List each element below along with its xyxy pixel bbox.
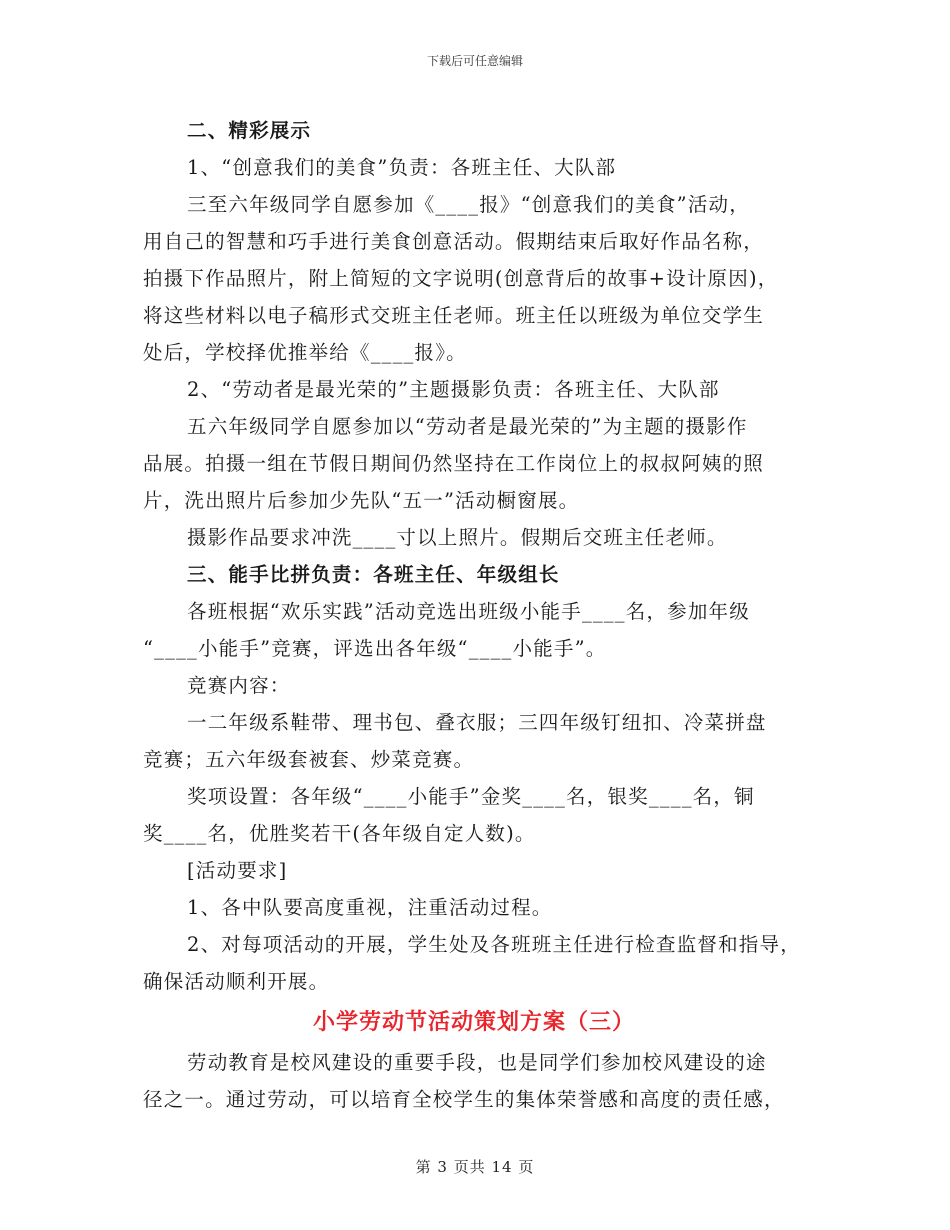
section-title: 小学劳动节活动策划方案（三） (312, 1009, 635, 1035)
paragraph-line: “____小能手”竞赛，评选出各年级“____小能手”。 (143, 637, 607, 660)
paragraph-line: 1、“创意我们的美食”负责：各班主任、大队部 (187, 156, 617, 179)
paragraph-line: 奖项设置：各年级“____小能手”金奖____名，银奖____名，铜 (187, 785, 755, 808)
paragraph-line: 奖____名，优胜奖若干(各年级自定人数)。 (143, 822, 536, 845)
paragraph-line: 一二年级系鞋带、理书包、叠衣服；三四年级钉纽扣、冷菜拼盘 (187, 711, 767, 734)
paragraph-line: 1、各中队要高度重视，注重活动过程。 (187, 896, 553, 919)
paragraph-line: 将这些材料以电子稿形式交班主任老师。班主任以班级为单位交学生 (143, 304, 765, 327)
paragraph-line: 用自己的智慧和巧手进行美食创意活动。假期结束后取好作品名称， (143, 230, 765, 253)
paragraph-line: 三至六年级同学自愿参加《____报》“创意我们的美食”活动， (187, 193, 750, 216)
paragraph-line: 品展。拍摄一组在节假日期间仍然坚持在工作岗位上的叔叔阿姨的照 (143, 452, 765, 475)
paragraph-line: 2、“劳动者是最光荣的”主题摄影负责：各班主任、大队部 (187, 378, 720, 401)
paragraph-line: 2、对每项活动的开展，学生处及各班班主任进行检查监督和指导， (187, 933, 801, 956)
paragraph-line: 片，洗出照片后参加少先队“五一”活动橱窗展。 (143, 489, 580, 512)
page-header: 下载后可任意编辑 (426, 54, 523, 68)
paragraph-line: 各班根据“欢乐实践”活动竞选出班级小能手____名，参加年级 (187, 600, 750, 623)
document-body (143, 112, 805, 1118)
paragraph-line: 竞赛内容： (187, 674, 291, 697)
paragraph-line: 处后，学校择优推举给《____报》。 (143, 341, 467, 364)
section-heading: 三、能手比拼负责：各班主任、年级组长 (187, 563, 560, 586)
page-footer: 第 3 页共 14 页 (415, 1158, 535, 1176)
paragraph-line: 确保活动顺利开展。 (143, 970, 330, 993)
paragraph-line: 径之一。通过劳动，可以培育全校学生的集体荣誉感和高度的责任感， (143, 1088, 785, 1111)
section-heading: 二、精彩展示 (187, 119, 312, 142)
paragraph-line: 劳动教育是校风建设的重要手段，也是同学们参加校风建设的途 (187, 1051, 767, 1074)
paragraph-line: 摄影作品要求冲洗____寸以上照片。假期后交班主任老师。 (187, 526, 728, 549)
paragraph-line: [活动要求] (187, 859, 288, 882)
paragraph-line: 五六年级同学自愿参加以“劳动者是最光荣的”为主题的摄影作 (187, 415, 748, 438)
paragraph-line: 竞赛；五六年级套被套、炒菜竞赛。 (143, 748, 475, 771)
paragraph-line: 拍摄下作品照片，附上简短的文字说明(创意背后的故事+设计原因)， (143, 267, 779, 290)
